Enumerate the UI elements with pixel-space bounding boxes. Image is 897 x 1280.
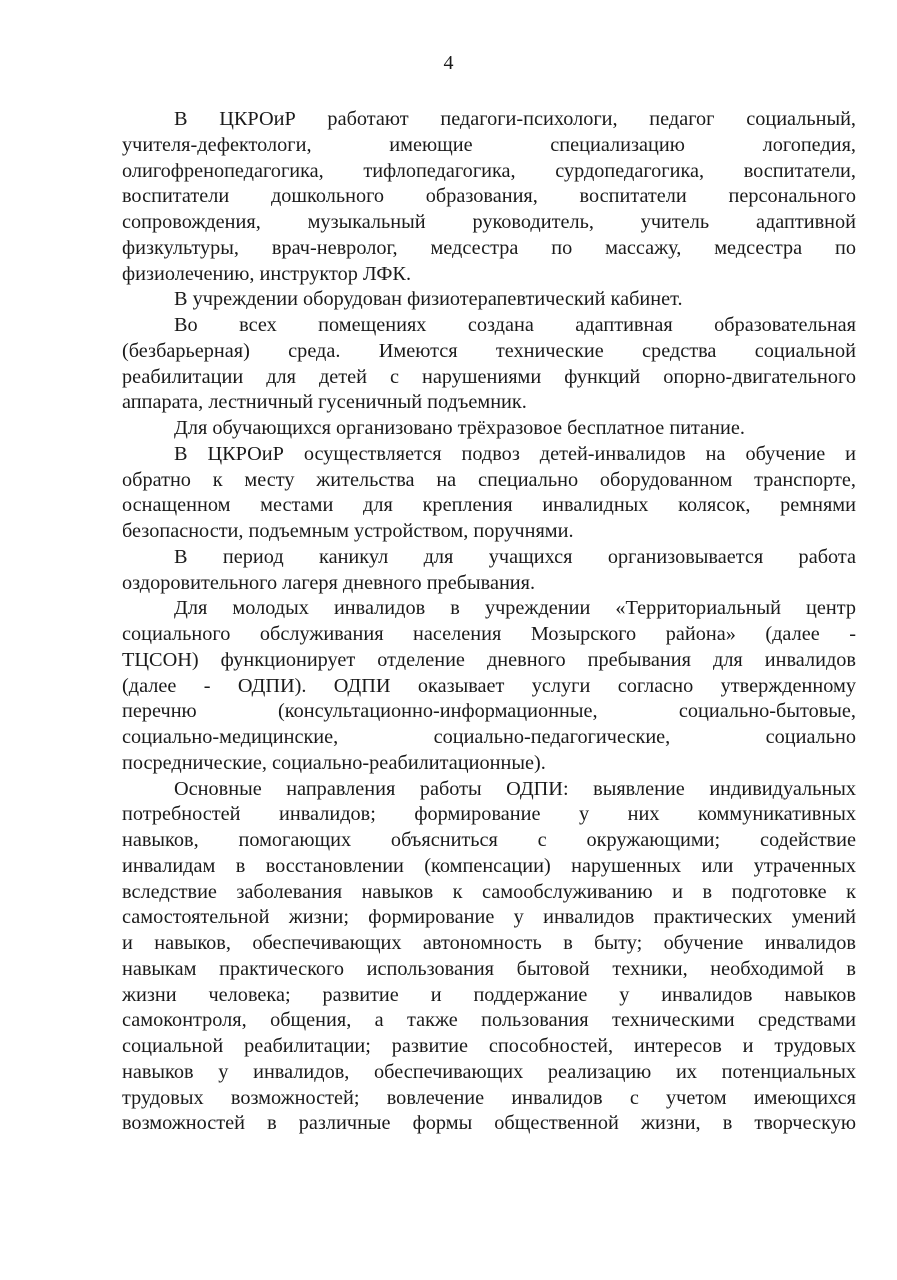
- paragraph: [122, 416, 856, 442]
- text-line: физиолечению, инструктор ЛФК.: [122, 262, 412, 285]
- text-line: Во всех помещениях создана адаптивная образовательная: [174, 314, 856, 336]
- text-line: вследствие заболевания навыков к самообслуживанию и в подготовке к: [122, 880, 856, 903]
- text-line: самостоятельной жизни; формирование у инвалидов практических умений: [122, 906, 856, 929]
- text-line: инвалидам в восстановлении (компенсации) нарушенных или утраченных: [122, 854, 856, 877]
- text-line: социально-медицинские, социально-педагогические, социально: [122, 726, 856, 748]
- text-line: посреднические, социально-реабилитационные).: [122, 751, 546, 774]
- text-line: физкультуры, врач-невролог, медсестра по массажу, медсестра по: [122, 236, 856, 259]
- text-line: сопровождения, музыкальный руководитель, учитель адаптивной: [122, 211, 856, 233]
- document-body: [122, 107, 856, 1137]
- text-line: реабилитации для детей с нарушениями функций опорно-двигательного: [122, 365, 856, 388]
- text-line: учителя-дефектологи, имеющие специализацию логопедия,: [122, 133, 856, 156]
- text-line: обратно к месту жительства на специально оборудованном транспорте,: [122, 468, 856, 491]
- text-line: В ЦКРОиР работают педагоги-психологи, педагог социальный,: [174, 108, 856, 130]
- text-line: воспитатели дошкольного образования, воспитатели персонального: [122, 185, 856, 208]
- text-line: социальной реабилитации; развитие способностей, интересов и трудовых: [122, 1035, 856, 1057]
- text-line: перечню (консультационно-информационные, социально-бытовые,: [122, 700, 856, 723]
- paragraph: [122, 313, 856, 416]
- text-line: В ЦКРОиР осуществляется подвоз детей-инвалидов на обучение и: [174, 442, 856, 465]
- text-line: олигофренопедагогика, тифлопедагогика, сурдопедагогика, воспитатели,: [122, 159, 856, 182]
- text-line: трудовых возможностей; вовлечение инвалидов с учетом имеющихся: [122, 1086, 856, 1109]
- text-line: навыков у инвалидов, обеспечивающих реализацию их потенциальных: [122, 1060, 856, 1083]
- paragraph: [122, 442, 856, 545]
- paragraph: [122, 596, 856, 776]
- text-line: жизни человека; развитие и поддержание у инвалидов навыков: [122, 983, 856, 1006]
- paragraph: [122, 545, 856, 597]
- text-line: навыков, помогающих объясниться с окружающими; содействие: [122, 829, 856, 851]
- page-number: 4: [443, 52, 454, 74]
- text-line: оснащенном местами для крепления инвалидных колясок, ремнями: [122, 494, 856, 517]
- text-line: навыкам практического использования бытовой техники, необходимой в: [122, 957, 856, 980]
- paragraph: [122, 107, 856, 287]
- text-line: (безбарьерная) среда. Имеются технические средства социальной: [122, 339, 856, 362]
- text-line: Для молодых инвалидов в учреждении «Территориальный центр: [174, 597, 856, 620]
- text-line: (далее - ОДПИ). ОДПИ оказывает услуги согласно утвержденному: [122, 674, 856, 697]
- text-line: социального обслуживания населения Мозырского района» (далее -: [122, 623, 856, 645]
- paragraph: [122, 777, 856, 1138]
- text-line: Основные направления работы ОДПИ: выявление индивидуальных: [174, 777, 856, 800]
- paragraph: [122, 287, 856, 313]
- text-line: В учреждении оборудован физиотерапевтический кабинет.: [174, 288, 683, 311]
- text-line: ТЦСОН) функционирует отделение дневного пребывания для инвалидов: [122, 648, 856, 671]
- text-line: безопасности, подъемным устройством, поручнями.: [122, 520, 574, 542]
- text-line: оздоровительного лагеря дневного пребывания.: [122, 571, 536, 594]
- text-line: потребностей инвалидов; формирование у них коммуникативных: [122, 803, 856, 826]
- text-line: возможностей в различные формы общественной жизни, в творческую: [122, 1112, 856, 1135]
- text-line: самоконтроля, общения, а также пользования техническими средствами: [122, 1009, 856, 1032]
- text-line: В период каникул для учащихся организовывается работа: [174, 545, 856, 568]
- text-line: аппарата, лестничный гусеничный подъемник.: [122, 391, 527, 414]
- text-line: Для обучающихся организовано трёхразовое бесплатное питание.: [174, 417, 745, 439]
- text-line: и навыков, обеспечивающих автономность в быту; обучение инвалидов: [122, 932, 856, 954]
